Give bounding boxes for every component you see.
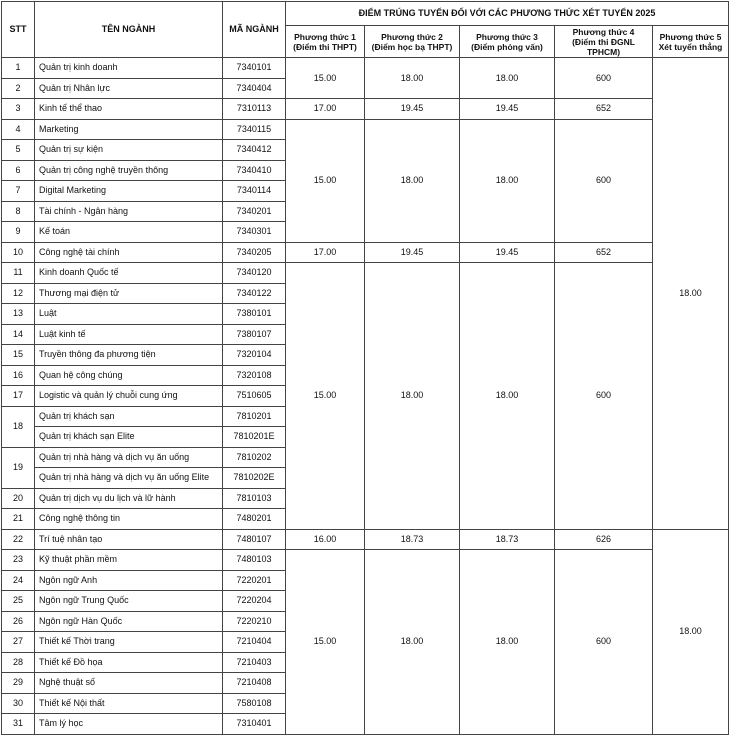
row-program-code: 7340115 xyxy=(223,119,286,140)
row-program-code: 7340201 xyxy=(223,201,286,222)
score-pt3: 18.00 xyxy=(460,263,555,530)
row-program-name: Luật xyxy=(35,304,223,325)
score-pt3: 18.00 xyxy=(460,550,555,735)
row-stt: 15 xyxy=(2,345,35,366)
row-program-name: Thiết kế Nội thất xyxy=(35,693,223,714)
row-program-code: 7340114 xyxy=(223,181,286,202)
row-program-name: Quản trị dịch vụ du lịch và lữ hành xyxy=(35,488,223,509)
row-program-code: 7310401 xyxy=(223,714,286,735)
score-pt1: 15.00 xyxy=(286,263,365,530)
row-program-code: 7810202 xyxy=(223,447,286,468)
table-row xyxy=(2,242,729,263)
row-stt: 27 xyxy=(2,632,35,653)
header-group-title: ĐIỂM TRÚNG TUYỂN ĐỐI VỚI CÁC PHƯƠNG THỨC XÉT TUYỂN 2025 xyxy=(286,2,729,26)
row-program-code: 7480107 xyxy=(223,529,286,550)
row-program-name: Quản trị kinh doanh xyxy=(35,58,223,79)
score-pt2: 18.00 xyxy=(365,263,460,530)
admission-score-table xyxy=(1,1,729,735)
score-pt1: 17.00 xyxy=(286,242,365,263)
row-program-name: Truyền thông đa phương tiện xyxy=(35,345,223,366)
score-pt4: 652 xyxy=(555,99,653,120)
row-stt: 17 xyxy=(2,386,35,407)
table-row xyxy=(2,99,729,120)
score-pt4: 626 xyxy=(555,529,653,550)
score-pt1: 15.00 xyxy=(286,58,365,99)
header-stt: STT xyxy=(2,2,35,58)
score-pt4: 600 xyxy=(555,119,653,242)
row-stt: 26 xyxy=(2,611,35,632)
row-stt: 7 xyxy=(2,181,35,202)
row-stt: 19 xyxy=(2,447,35,488)
row-stt: 22 xyxy=(2,529,35,550)
row-program-code: 7810103 xyxy=(223,488,286,509)
row-program-code: 7810202E xyxy=(223,468,286,489)
row-program-code: 7210403 xyxy=(223,652,286,673)
row-program-name: Ngôn ngữ Hàn Quốc xyxy=(35,611,223,632)
row-program-code: 7380101 xyxy=(223,304,286,325)
row-program-name: Quản trị sự kiện xyxy=(35,140,223,161)
row-program-name: Công nghệ thông tin xyxy=(35,509,223,530)
row-program-code: 7210408 xyxy=(223,673,286,694)
row-stt: 31 xyxy=(2,714,35,735)
header-ten-nganh: TÊN NGÀNH xyxy=(35,2,223,58)
row-program-code: 7220210 xyxy=(223,611,286,632)
score-pt2: 18.00 xyxy=(365,119,460,242)
row-program-code: 7340122 xyxy=(223,283,286,304)
row-stt: 8 xyxy=(2,201,35,222)
score-pt4: 600 xyxy=(555,550,653,735)
row-program-name: Quản trị nhà hàng và dịch vụ ăn uống xyxy=(35,447,223,468)
row-program-name: Luật kinh tế xyxy=(35,324,223,345)
score-pt5: 18.00 xyxy=(653,529,729,734)
row-program-code: 7580108 xyxy=(223,693,286,714)
score-pt2: 19.45 xyxy=(365,99,460,120)
row-program-code: 7480103 xyxy=(223,550,286,571)
row-program-code: 7480201 xyxy=(223,509,286,530)
score-pt1: 16.00 xyxy=(286,529,365,550)
row-program-code: 7510605 xyxy=(223,386,286,407)
score-pt4: 600 xyxy=(555,263,653,530)
header-method-5: Phương thức 5 Xét tuyển thẳng xyxy=(653,26,729,58)
row-stt: 2 xyxy=(2,78,35,99)
score-pt4: 600 xyxy=(555,58,653,99)
score-pt3: 19.45 xyxy=(460,99,555,120)
score-pt2: 18.00 xyxy=(365,58,460,99)
row-stt: 6 xyxy=(2,160,35,181)
row-program-code: 7340412 xyxy=(223,140,286,161)
score-pt3: 18.00 xyxy=(460,119,555,242)
header-method-4: Phương thức 4 (Điểm thi ĐGNL TPHCM) xyxy=(555,26,653,58)
row-program-name: Kế toán xyxy=(35,222,223,243)
row-stt: 25 xyxy=(2,591,35,612)
row-stt: 5 xyxy=(2,140,35,161)
row-stt: 29 xyxy=(2,673,35,694)
row-program-code: 7340101 xyxy=(223,58,286,79)
row-program-name: Digital Marketing xyxy=(35,181,223,202)
row-stt: 14 xyxy=(2,324,35,345)
row-program-name: Quản trị công nghệ truyền thông xyxy=(35,160,223,181)
row-program-name: Quản trị khách sạn Elite xyxy=(35,427,223,448)
row-program-code: 7810201 xyxy=(223,406,286,427)
row-program-name: Thương mại điện tử xyxy=(35,283,223,304)
header-ma-nganh: MÃ NGÀNH xyxy=(223,2,286,58)
score-pt2: 19.45 xyxy=(365,242,460,263)
table-row xyxy=(2,263,729,284)
row-program-code: 7340410 xyxy=(223,160,286,181)
row-program-name: Tâm lý học xyxy=(35,714,223,735)
score-pt2: 18.00 xyxy=(365,550,460,735)
row-stt: 20 xyxy=(2,488,35,509)
row-program-name: Marketing xyxy=(35,119,223,140)
row-program-code: 7340120 xyxy=(223,263,286,284)
row-program-code: 7220204 xyxy=(223,591,286,612)
score-pt1: 15.00 xyxy=(286,119,365,242)
row-program-code: 7340205 xyxy=(223,242,286,263)
row-program-name: Kinh tế thể thao xyxy=(35,99,223,120)
score-pt3: 18.00 xyxy=(460,58,555,99)
table-row xyxy=(2,58,729,79)
row-program-code: 7210404 xyxy=(223,632,286,653)
table-row xyxy=(2,550,729,571)
row-program-code: 7220201 xyxy=(223,570,286,591)
row-stt: 12 xyxy=(2,283,35,304)
row-program-name: Công nghệ tài chính xyxy=(35,242,223,263)
row-program-code: 7810201E xyxy=(223,427,286,448)
header-method-1: Phương thức 1 (Điểm thi THPT) xyxy=(286,26,365,58)
row-program-name: Ngôn ngữ Anh xyxy=(35,570,223,591)
score-pt3: 18.73 xyxy=(460,529,555,550)
row-program-name: Ngôn ngữ Trung Quốc xyxy=(35,591,223,612)
score-pt5: 18.00 xyxy=(653,58,729,530)
row-program-name: Quản trị nhà hàng và dịch vụ ăn uống Elite xyxy=(35,468,223,489)
row-stt: 28 xyxy=(2,652,35,673)
row-program-code: 7340404 xyxy=(223,78,286,99)
row-program-code: 7310113 xyxy=(223,99,286,120)
header-method-2: Phương thức 2 (Điểm học bạ THPT) xyxy=(365,26,460,58)
row-program-name: Thiết kế Thời trang xyxy=(35,632,223,653)
row-program-name: Quan hệ công chúng xyxy=(35,365,223,386)
row-program-name: Logistic và quản lý chuỗi cung ứng xyxy=(35,386,223,407)
row-program-name: Thiết kế Đồ họa xyxy=(35,652,223,673)
row-stt: 18 xyxy=(2,406,35,447)
row-program-code: 7320108 xyxy=(223,365,286,386)
row-stt: 23 xyxy=(2,550,35,571)
row-stt: 30 xyxy=(2,693,35,714)
row-program-name: Tài chính - Ngân hàng xyxy=(35,201,223,222)
row-stt: 16 xyxy=(2,365,35,386)
row-stt: 11 xyxy=(2,263,35,284)
table-row xyxy=(2,529,729,550)
score-pt4: 652 xyxy=(555,242,653,263)
row-stt: 4 xyxy=(2,119,35,140)
row-stt: 10 xyxy=(2,242,35,263)
row-stt: 21 xyxy=(2,509,35,530)
row-stt: 9 xyxy=(2,222,35,243)
score-pt1: 15.00 xyxy=(286,550,365,735)
score-pt1: 17.00 xyxy=(286,99,365,120)
score-pt2: 18.73 xyxy=(365,529,460,550)
row-stt: 3 xyxy=(2,99,35,120)
row-program-name: Kinh doanh Quốc tế xyxy=(35,263,223,284)
row-stt: 1 xyxy=(2,58,35,79)
row-program-code: 7340301 xyxy=(223,222,286,243)
table-row xyxy=(2,119,729,140)
row-program-name: Quản trị khách sạn xyxy=(35,406,223,427)
row-stt: 13 xyxy=(2,304,35,325)
row-program-code: 7380107 xyxy=(223,324,286,345)
row-program-code: 7320104 xyxy=(223,345,286,366)
row-stt: 24 xyxy=(2,570,35,591)
row-program-name: Quản trị Nhân lực xyxy=(35,78,223,99)
row-program-name: Trí tuệ nhân tạo xyxy=(35,529,223,550)
score-pt3: 19.45 xyxy=(460,242,555,263)
row-program-name: Nghệ thuật số xyxy=(35,673,223,694)
header-method-3: Phương thức 3 (Điểm phỏng vấn) xyxy=(460,26,555,58)
row-program-name: Kỹ thuật phần mềm xyxy=(35,550,223,571)
